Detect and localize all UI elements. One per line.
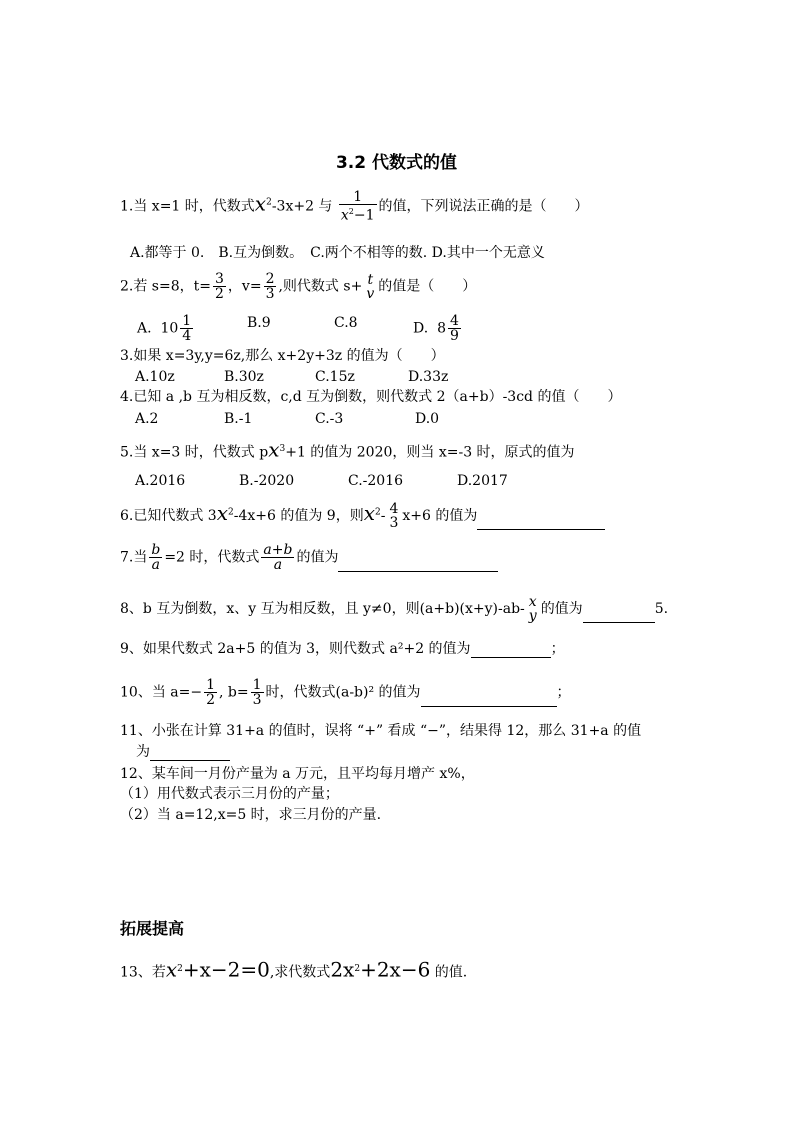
answer-blank[interactable] — [421, 690, 557, 707]
question-9: 9、如果代数式 2a+5 的值为 3，则代数式 a²+2 的值为 ； — [120, 641, 565, 657]
question-12: 12、某车间一月份产量为 a 万元，且平均每月增产 x%， — [120, 766, 475, 782]
question-1: 1.当 x=1 时，代数式$x^2-3x+2$ 与 $\frac{1}{x^2-1}$ 的值，下列说法正确的是（ ） — [120, 189, 589, 224]
question-12-part-2: （2）当 a=12,x=5 时，求三月份的产量. — [120, 807, 382, 823]
answer-blank[interactable] — [150, 744, 230, 761]
question-3: 3.如果 x=3y,y=6z,那么 x+2y+3z 的值为（ ） — [120, 348, 445, 364]
fraction: $\frac{1}{x^2-1}$ — [340, 189, 375, 224]
question-8: 8、b 互为倒数，x、y 互为相反数，且 y≠0，则(a+b)(x+y)-ab- x y 的值为 5. — [120, 594, 669, 624]
question-2-options: A. 10 $\frac{1}{4}$ B.9 C.8 D. 8 $\frac{4}{9}$ — [137, 313, 459, 344]
question-5: 5.当 x=3 时，代数式 $px^3+1$ 的值为 2020，则当 x=-3 时，原式的值为 — [120, 437, 575, 462]
answer-blank[interactable] — [477, 513, 605, 530]
question-13: 13、若$x^2+x-2=0$,求代数式$2x^2+2x-6$ 的值. — [120, 957, 468, 982]
question-7: 7.当 $\frac{b}{a}$ =2 时，代数式 $\frac{a+b}{a}$ 的值为 — [120, 543, 498, 572]
question-4: 4.已知 a ,b 互为相反数，c,d 互为倒数，则代数式 2（a+b）-3cd 的值（ ） — [120, 389, 622, 405]
question-1-options: A.都等于 0. B.互为倒数。 C.两个不相等的数. D.其中一个无意义 — [130, 245, 545, 261]
question-11: 11、小张在计算 31+a 的值时，误将 “+” 看成 “−”，结果得 12，那么 31+a 的值 — [120, 723, 642, 739]
question-6: 6.已知代数式 $3x^2-4x+6$ 的值为 9，则$x^2-$ 4 3 x+6 的值为 — [120, 502, 605, 530]
answer-blank[interactable] — [338, 555, 498, 572]
question-12-part-1: （1）用代数式表示三月份的产量； — [120, 786, 339, 802]
question-11-cont: 为 — [136, 743, 230, 761]
page-title: 3.2 代数式的值 — [335, 153, 458, 173]
answer-blank[interactable] — [471, 641, 551, 658]
question-10: 10、当 a=− $\frac{1}{2}$ , b= $\frac{1}{3}$ 时，代数式(a-b)² 的值为 ； — [120, 677, 571, 708]
section-heading: 拓展提高 — [120, 919, 185, 938]
answer-blank[interactable] — [583, 606, 655, 623]
question-2: 2.若 s=8，t= $\frac{3}{2}$ ，v= $\frac{2}{3}$ ,则代数式 s+ t v 的值是（ ） — [120, 271, 477, 302]
